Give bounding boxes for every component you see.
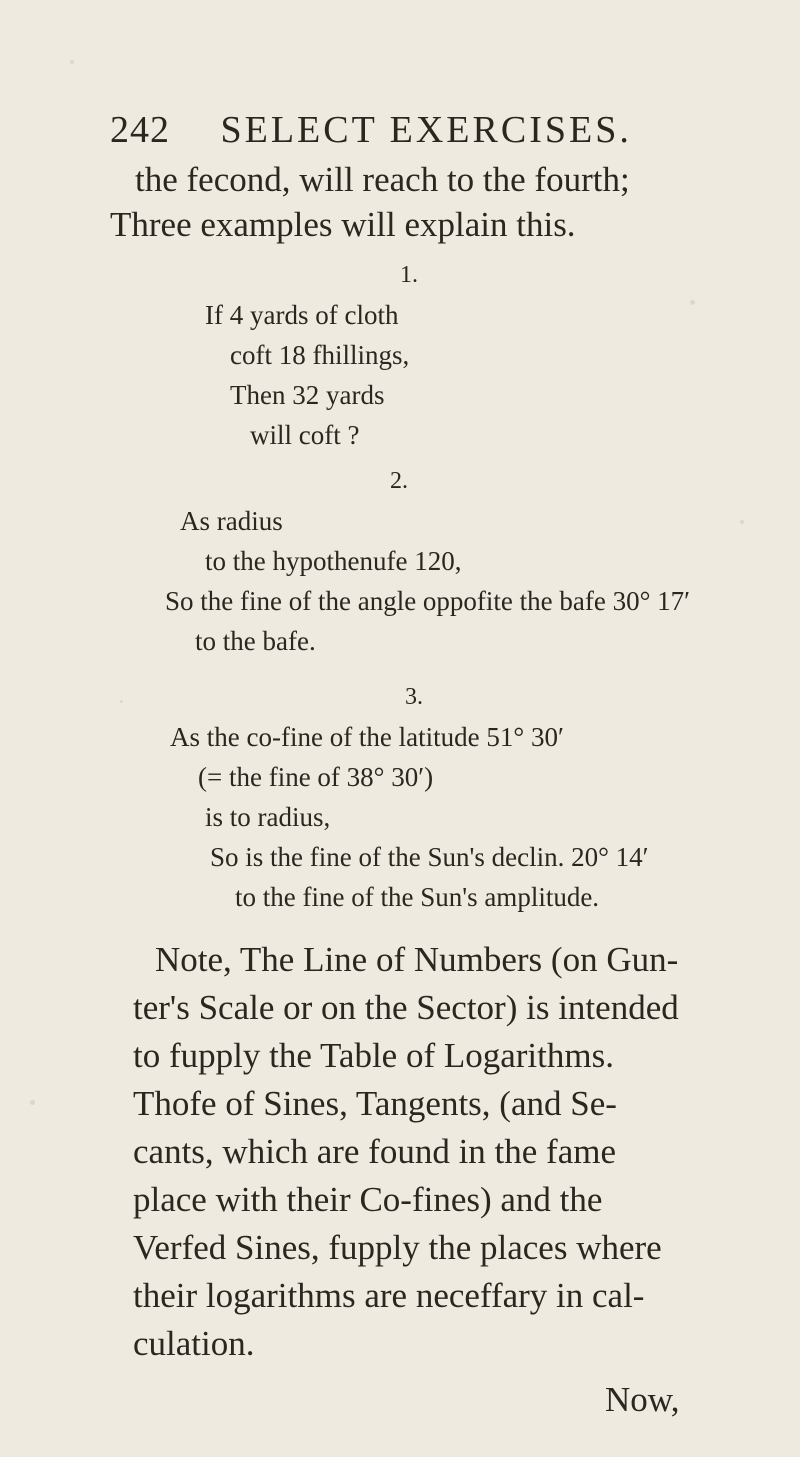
note-line: to fupply the Table of Logarithms.	[133, 1036, 614, 1075]
example-line: coft 18 fhillings,	[230, 340, 410, 370]
page-number: 242	[110, 109, 170, 151]
note-line: ter's Scale or on the Sector) is intended	[133, 988, 679, 1027]
paper-speck	[30, 1100, 35, 1105]
paper-speck	[690, 300, 695, 305]
example-line: Then 32 yards	[230, 380, 385, 410]
example-line: to the bafe.	[195, 626, 316, 656]
example-line: will coft ?	[250, 420, 360, 450]
note-line: their logarithms are neceffary in cal-	[133, 1276, 645, 1315]
example-line: So the fine of the angle oppofite the bafe 30° 17′	[165, 586, 691, 616]
example-line: to the hypothenufe 120,	[205, 546, 462, 576]
note-line: Thofe of Sines, Tangents, (and Se-	[133, 1084, 617, 1123]
page-title: SELECT EXERCISES.	[220, 109, 632, 151]
example-line: As the co-fine of the latitude 51° 30′	[170, 722, 564, 752]
intro-line: the fecond, will reach to the fourth;	[135, 160, 630, 199]
example-number: 1.	[400, 262, 418, 288]
note-line: place with their Co-fines) and the	[133, 1180, 603, 1219]
example-line: is to radius,	[205, 802, 331, 832]
note-line: Verfed Sines, fupply the places where	[133, 1228, 662, 1267]
example-number: 2.	[390, 468, 408, 494]
example-number: 3.	[405, 684, 423, 710]
example-line: to the fine of the Sun's amplitude.	[235, 882, 600, 912]
catchword: Now,	[605, 1380, 680, 1419]
example-line: So is the fine of the Sun's declin. 20° 14′	[210, 842, 649, 872]
intro-line: Three examples will explain this.	[110, 205, 576, 244]
note-line: culation.	[133, 1324, 255, 1363]
paper-speck	[70, 60, 74, 64]
note-line: cants, which are found in the fame	[133, 1132, 617, 1171]
running-header	[110, 108, 632, 152]
example-line: As radius	[180, 506, 283, 536]
paper-speck	[740, 520, 744, 524]
example-line: (= the fine of 38° 30′)	[198, 762, 434, 792]
paper-speck	[120, 700, 123, 703]
example-line: If 4 yards of cloth	[205, 300, 399, 330]
note-line: Note, The Line of Numbers (on Gun-	[155, 940, 679, 979]
